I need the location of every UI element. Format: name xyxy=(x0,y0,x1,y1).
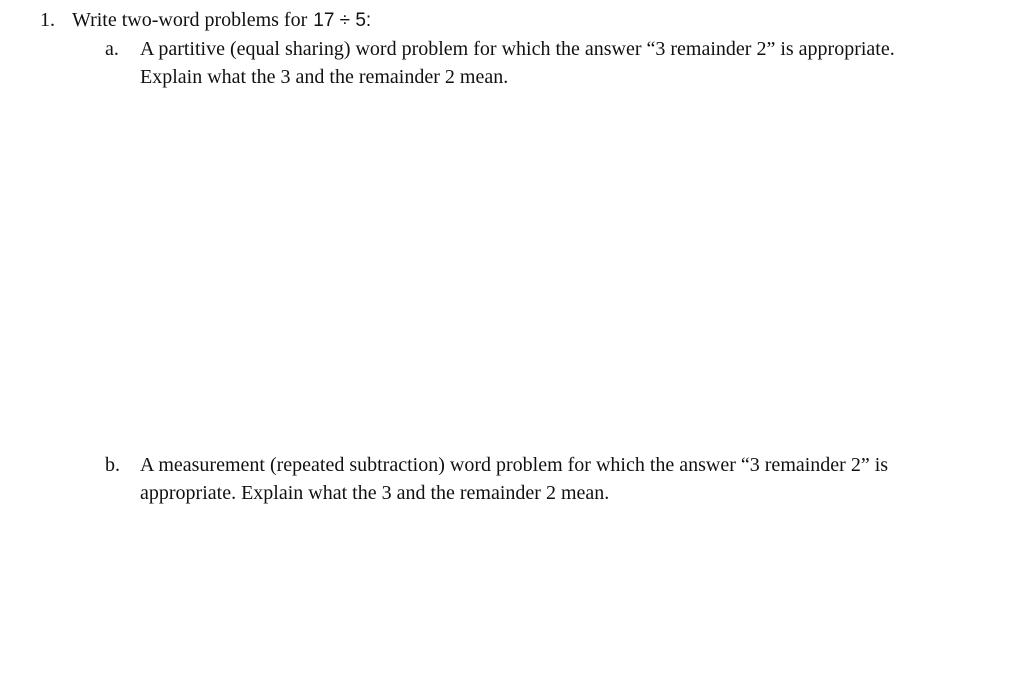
division-expression: 17 ÷ 5: xyxy=(313,10,372,31)
part-b-text: A measurement (repeated subtraction) word problem for which the answer “3 remainder 2” is appropriate. Explain what the 3 and the remainder 2 mean. xyxy=(140,454,889,504)
question-1 xyxy=(40,6,371,35)
part-a-letter: a. xyxy=(105,38,119,60)
part-b-letter: b. xyxy=(105,454,120,476)
part-b xyxy=(105,451,935,507)
question-number: 1. xyxy=(40,9,55,31)
question-prompt: Write two-word problems for xyxy=(72,9,308,31)
part-a-text: A partitive (equal sharing) word problem for which the answer “3 remainder 2” is appropriate. Explain what the 3 and the remainder 2 mean. xyxy=(140,38,895,88)
part-a xyxy=(105,35,935,91)
